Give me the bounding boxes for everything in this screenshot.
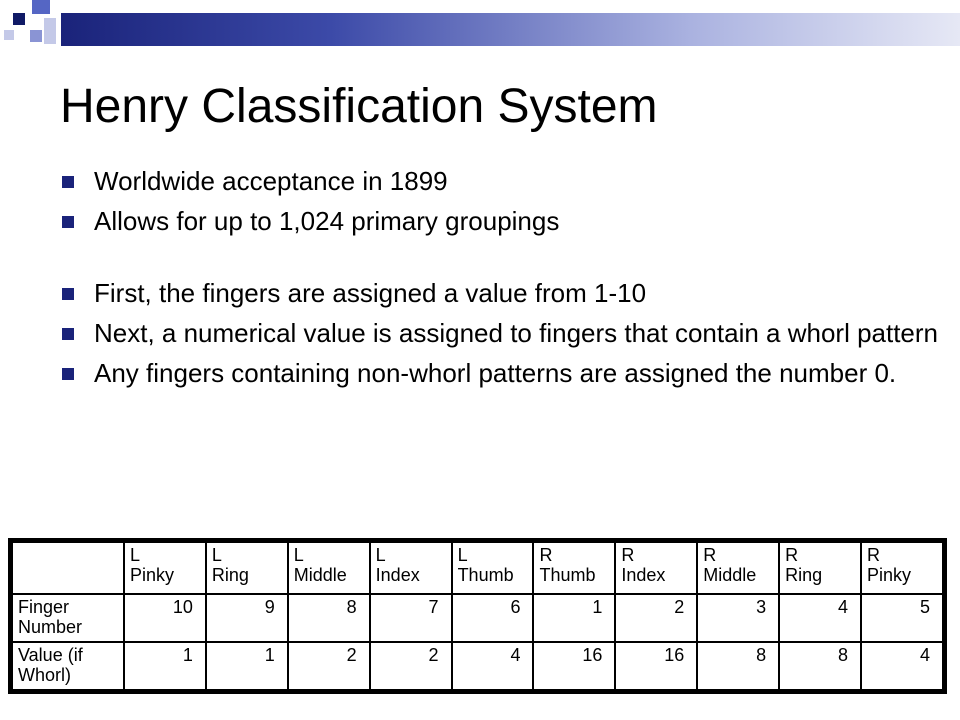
bullet-item: [62, 166, 942, 196]
table: [11, 541, 944, 691]
table-cell: 1: [206, 642, 288, 690]
table-header-cell: R Thumb: [533, 542, 615, 594]
table-cell: 9: [206, 594, 288, 642]
table-cell: 1: [533, 594, 615, 642]
header-square-pale-2: [44, 18, 56, 44]
header-square-navy: [13, 13, 25, 25]
header-bar: [61, 13, 960, 46]
header-square-blue: [32, 0, 50, 14]
table-cell: 4: [452, 642, 534, 690]
bullet-text: Next, a numerical value is assigned to fingers that contain a whorl pattern: [94, 318, 939, 348]
table-cell: 2: [288, 642, 370, 690]
bullet-item: [62, 358, 942, 388]
bullet-list: [62, 166, 942, 398]
table-header-row: [12, 542, 943, 594]
table-cell: 10: [124, 594, 206, 642]
square-bullet-icon: [62, 328, 74, 340]
row-label-cell: Value (if Whorl): [12, 642, 124, 690]
table-cell: 2: [615, 594, 697, 642]
square-bullet-icon: [62, 176, 74, 188]
header-square-mid: [30, 30, 42, 42]
table-header-cell: R Index: [615, 542, 697, 594]
bullet-text: Any fingers containing non-whorl patterns are assigned the number 0.: [94, 358, 897, 388]
finger-value-table: [8, 538, 947, 694]
table-cell: 5: [861, 594, 943, 642]
table-header-cell: R Middle: [697, 542, 779, 594]
table-row: [12, 594, 943, 642]
table-cell: 16: [615, 642, 697, 690]
row-label-cell: Finger Number: [12, 594, 124, 642]
table-header-cell: L Index: [370, 542, 452, 594]
table-header-cell: L Pinky: [124, 542, 206, 594]
table-cell: 8: [697, 642, 779, 690]
table-header-cell: L Middle: [288, 542, 370, 594]
table-cell: 8: [779, 642, 861, 690]
table-corner-cell: [12, 542, 124, 594]
table-cell: 8: [288, 594, 370, 642]
bullet-item: [62, 318, 942, 348]
table-header-cell: R Ring: [779, 542, 861, 594]
table-cell: 16: [533, 642, 615, 690]
header-square-pale: [4, 30, 14, 40]
table-row: [12, 642, 943, 690]
bullet-text: Worldwide acceptance in 1899: [94, 166, 448, 196]
table-header-cell: R Pinky: [861, 542, 943, 594]
table-cell: 7: [370, 594, 452, 642]
table-cell: 2: [370, 642, 452, 690]
table-cell: 4: [779, 594, 861, 642]
table-cell: 1: [124, 642, 206, 690]
square-bullet-icon: [62, 288, 74, 300]
bullet-item: [62, 206, 942, 236]
square-bullet-icon: [62, 368, 74, 380]
table-cell: 3: [697, 594, 779, 642]
table-cell: 4: [861, 642, 943, 690]
square-bullet-icon: [62, 216, 74, 228]
table-header-cell: L Ring: [206, 542, 288, 594]
bullet-text: First, the fingers are assigned a value from 1-10: [94, 278, 647, 308]
table-header-cell: L Thumb: [452, 542, 534, 594]
table-cell: 6: [452, 594, 534, 642]
bullet-item: [62, 278, 942, 308]
bullet-text: Allows for up to 1,024 primary groupings: [94, 206, 560, 236]
slide-title: Henry Classification System: [60, 80, 658, 133]
